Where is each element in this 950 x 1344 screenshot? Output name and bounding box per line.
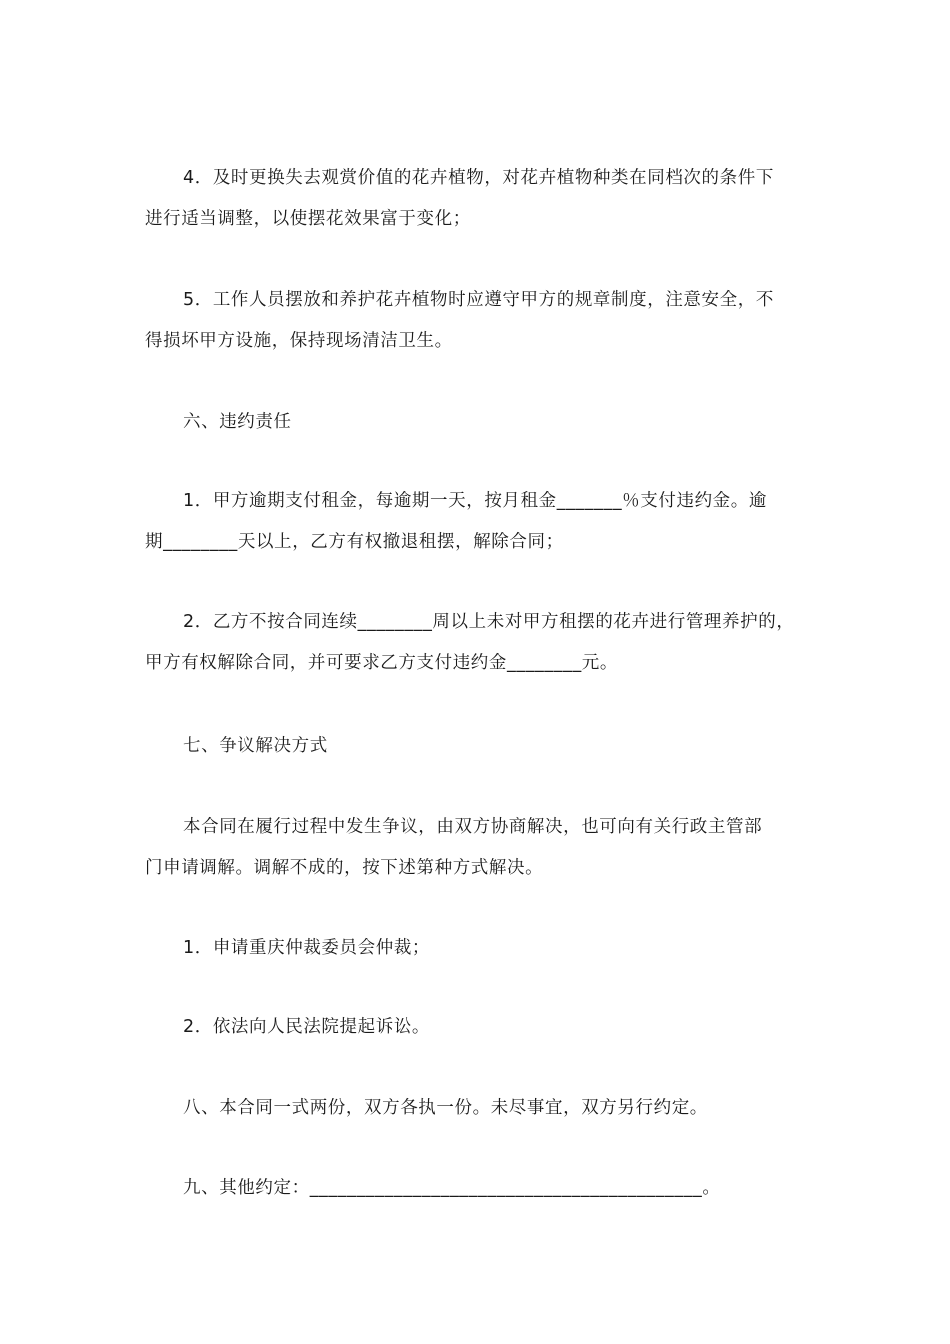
paragraph-line: 八、本合同一式两份，双方各执一份。未尽事宜，双方另行约定。: [183, 1098, 708, 1118]
paragraph-line: 期________天以上，乙方有权撤退租摆，解除合同；: [145, 532, 564, 552]
paragraph-line: 2．依法向人民法院提起诉讼。: [183, 1017, 431, 1037]
paragraph-line: 得损坏甲方设施，保持现场清洁卫生。: [145, 331, 453, 351]
section-heading: 七、争议解决方式: [183, 736, 328, 756]
paragraph-line: 进行适当调整，以使摆花效果富于变化；: [145, 209, 471, 229]
paragraph-line: 甲方有权解除合同，并可要求乙方支付违约金________元。: [145, 653, 618, 673]
paragraph-line: 1．甲方逾期支付租金，每逾期一天，按月租金_______％支付违约金。逾: [183, 491, 767, 511]
paragraph-line: 1．申请重庆仲裁委员会仲裁；: [183, 938, 431, 958]
paragraph-line: 九、其他约定：__________________________________________。: [183, 1178, 721, 1198]
paragraph-line: 5．工作人员摆放和养护花卉植物时应遵守甲方的规章制度，注意安全，不: [183, 290, 774, 310]
paragraph-line: 本合同在履行过程中发生争议，由双方协商解决，也可向有关行政主管部: [183, 817, 763, 837]
paragraph-line: 门申请调解。调解不成的，按下述第种方式解决。: [145, 858, 544, 878]
section-heading: 六、违约责任: [183, 412, 292, 432]
paragraph-line: 4．及时更换失去观赏价值的花卉植物，对花卉植物种类在同档次的条件下: [183, 168, 774, 188]
paragraph-line: 2．乙方不按合同连续________周以上未对甲方租摆的花卉进行管理养护的，: [183, 612, 795, 632]
